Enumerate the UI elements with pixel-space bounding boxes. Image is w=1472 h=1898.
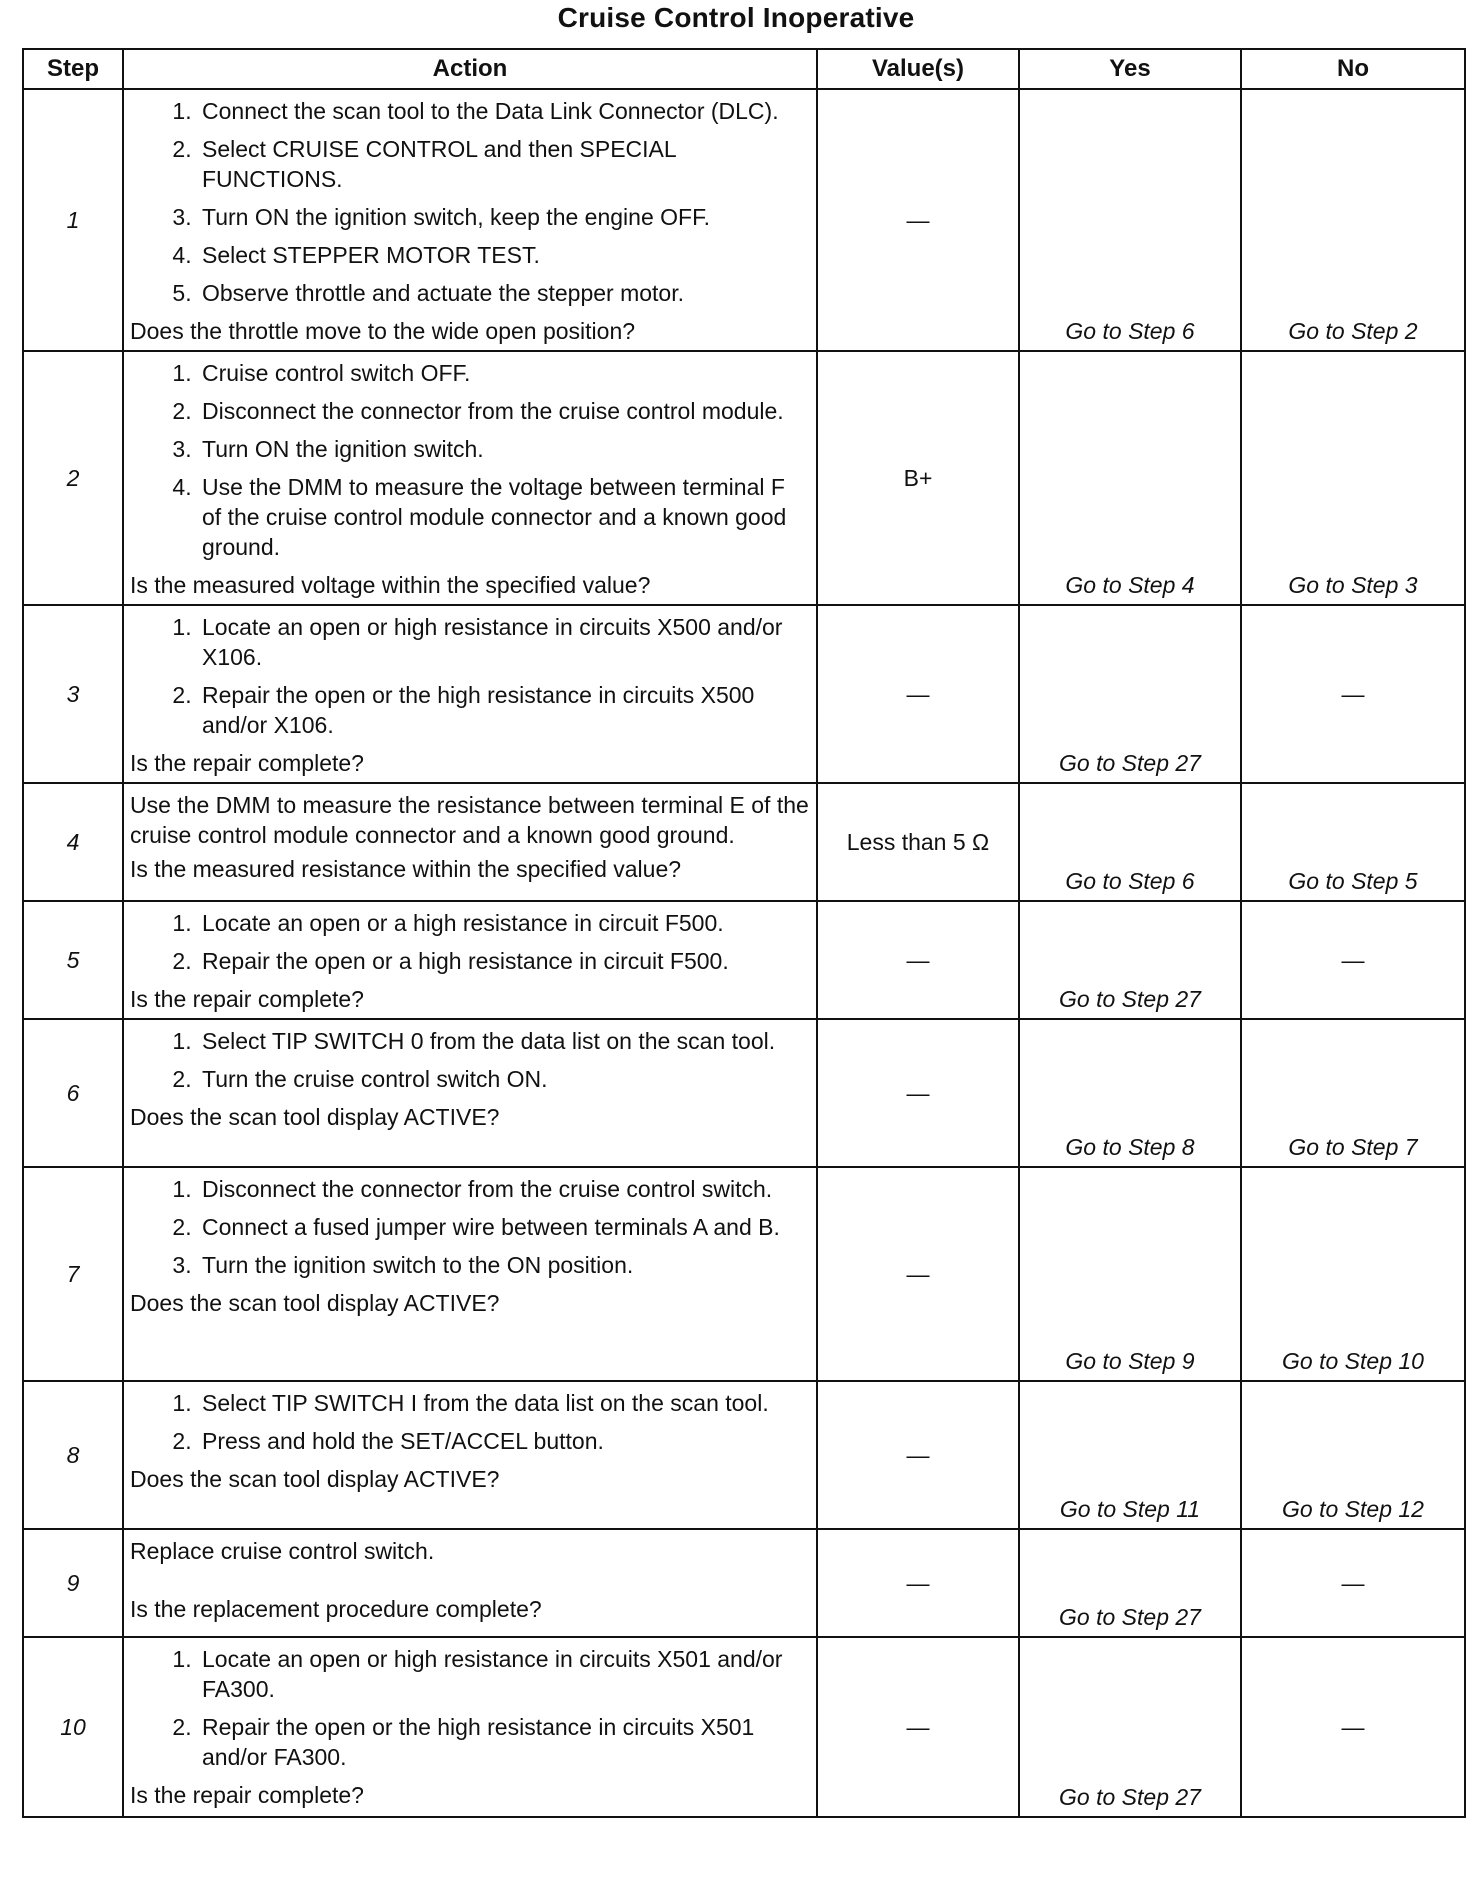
- action-steps: [130, 1026, 810, 1094]
- action-cell: [123, 89, 817, 351]
- action-step: 2. Disconnect the connector from the cruise control module.: [198, 396, 810, 426]
- action-cell: [123, 1381, 817, 1529]
- action-step: 3. Turn the ignition switch to the ON position.: [198, 1250, 810, 1280]
- value-cell: Less than 5 Ω: [817, 783, 1019, 901]
- action-cell: [123, 1019, 817, 1167]
- action-step: 1. Locate an open or a high resistance in circuit F500.: [198, 908, 810, 938]
- no-cell: —: [1241, 901, 1465, 1019]
- action-step: 1. Cruise control switch OFF.: [198, 358, 810, 388]
- action-step: 5. Observe throttle and actuate the stepper motor.: [198, 278, 810, 308]
- action-step: 1. Connect the scan tool to the Data Link Connector (DLC).: [198, 96, 810, 126]
- step-number: 9: [23, 1529, 123, 1637]
- yes-cell: Go to Step 27: [1019, 901, 1241, 1019]
- action-cell: [123, 1167, 817, 1381]
- action-question: Is the repair complete?: [130, 1782, 364, 1808]
- action-cell: [123, 605, 817, 783]
- action-step: 4. Use the DMM to measure the voltage between terminal F of the cruise control module connector and a known good ground.: [198, 472, 810, 562]
- step-number: 2: [23, 351, 123, 605]
- table-row: [23, 901, 1465, 1019]
- step-number: 1: [23, 89, 123, 351]
- no-cell: Go to Step 2: [1241, 89, 1465, 351]
- step-number: 8: [23, 1381, 123, 1529]
- action-steps: [130, 1644, 810, 1772]
- action-question: Does the scan tool display ACTIVE?: [130, 1290, 500, 1316]
- value-cell: —: [817, 89, 1019, 351]
- table-row: [23, 351, 1465, 605]
- table-row: [23, 1381, 1465, 1529]
- action-question: Does the scan tool display ACTIVE?: [130, 1104, 500, 1130]
- value-cell: —: [817, 605, 1019, 783]
- action-steps: [130, 96, 810, 308]
- action-step: 1. Locate an open or high resistance in circuits X501 and/or FA300.: [198, 1644, 810, 1704]
- no-cell: —: [1241, 605, 1465, 783]
- action-step: 1. Select TIP SWITCH I from the data list on the scan tool.: [198, 1388, 810, 1418]
- table-row: [23, 1529, 1465, 1637]
- action-step: 1. Select TIP SWITCH 0 from the data list on the scan tool.: [198, 1026, 810, 1056]
- action-text: Replace cruise control switch.: [130, 1538, 435, 1564]
- action-step: 3. Turn ON the ignition switch.: [198, 434, 810, 464]
- table-row: [23, 89, 1465, 351]
- table-row: [23, 1167, 1465, 1381]
- action-question: Is the repair complete?: [130, 986, 364, 1012]
- table-row: [23, 1637, 1465, 1817]
- action-cell: [123, 1529, 817, 1637]
- action-question: Is the measured voltage within the specified value?: [130, 572, 651, 598]
- value-cell: —: [817, 1529, 1019, 1637]
- no-cell: Go to Step 7: [1241, 1019, 1465, 1167]
- page-title: Cruise Control Inoperative: [557, 2, 915, 33]
- action-question: Does the throttle move to the wide open position?: [130, 318, 636, 344]
- diagnostic-table: [22, 48, 1466, 1818]
- no-cell: Go to Step 5: [1241, 783, 1465, 901]
- yes-cell: Go to Step 11: [1019, 1381, 1241, 1529]
- action-steps: [130, 1174, 810, 1280]
- value-cell: —: [817, 1381, 1019, 1529]
- action-step: 2. Connect a fused jumper wire between terminals A and B.: [198, 1212, 810, 1242]
- action-question: Is the measured resistance within the specified value?: [130, 856, 682, 882]
- header-action: Action: [123, 49, 817, 89]
- yes-cell: Go to Step 27: [1019, 1637, 1241, 1817]
- action-text: Use the DMM to measure the resistance between terminal E of the cruise control module connector and a known good ground.: [130, 792, 809, 848]
- header-no: No: [1241, 49, 1465, 89]
- yes-cell: Go to Step 27: [1019, 1529, 1241, 1637]
- action-cell: [123, 901, 817, 1019]
- action-step: 2. Repair the open or the high resistance in circuits X501 and/or FA300.: [198, 1712, 810, 1772]
- action-step: 2. Repair the open or a high resistance in circuit F500.: [198, 946, 810, 976]
- step-number: 7: [23, 1167, 123, 1381]
- yes-cell: Go to Step 6: [1019, 89, 1241, 351]
- table-row: [23, 1019, 1465, 1167]
- step-number: 5: [23, 901, 123, 1019]
- yes-cell: Go to Step 6: [1019, 783, 1241, 901]
- action-step: 1. Disconnect the connector from the cruise control switch.: [198, 1174, 810, 1204]
- header-step: Step: [23, 49, 123, 89]
- no-cell: Go to Step 10: [1241, 1167, 1465, 1381]
- action-question: Does the scan tool display ACTIVE?: [130, 1466, 500, 1492]
- value-cell: —: [817, 1637, 1019, 1817]
- no-cell: Go to Step 3: [1241, 351, 1465, 605]
- no-cell: —: [1241, 1529, 1465, 1637]
- no-cell: —: [1241, 1637, 1465, 1817]
- no-cell: Go to Step 12: [1241, 1381, 1465, 1529]
- yes-cell: Go to Step 8: [1019, 1019, 1241, 1167]
- action-step: 2. Repair the open or the high resistance in circuits X500 and/or X106.: [198, 680, 810, 740]
- value-cell: —: [817, 1019, 1019, 1167]
- action-steps: [130, 1388, 810, 1456]
- header-yes: Yes: [1019, 49, 1241, 89]
- action-step: 2. Turn the cruise control switch ON.: [198, 1064, 810, 1094]
- table-row: [23, 605, 1465, 783]
- action-cell: [123, 783, 817, 901]
- value-cell: —: [817, 901, 1019, 1019]
- step-number: 4: [23, 783, 123, 901]
- action-question: Is the replacement procedure complete?: [130, 1596, 542, 1622]
- table-row: [23, 783, 1465, 901]
- action-step: 2. Press and hold the SET/ACCEL button.: [198, 1426, 810, 1456]
- step-number: 10: [23, 1637, 123, 1817]
- yes-cell: Go to Step 9: [1019, 1167, 1241, 1381]
- action-step: 3. Turn ON the ignition switch, keep the engine OFF.: [198, 202, 810, 232]
- step-number: 3: [23, 605, 123, 783]
- spacer: [130, 1570, 810, 1594]
- yes-cell: Go to Step 27: [1019, 605, 1241, 783]
- yes-cell: Go to Step 4: [1019, 351, 1241, 605]
- step-number: 6: [23, 1019, 123, 1167]
- action-step: 2. Select CRUISE CONTROL and then SPECIAL FUNCTIONS.: [198, 134, 810, 194]
- action-question: Is the repair complete?: [130, 750, 364, 776]
- action-steps: [130, 908, 810, 976]
- header-values: Value(s): [817, 49, 1019, 89]
- header-row: [23, 49, 1465, 89]
- action-step: 1. Locate an open or high resistance in circuits X500 and/or X106.: [198, 612, 810, 672]
- action-step: 4. Select STEPPER MOTOR TEST.: [198, 240, 810, 270]
- value-cell: B+: [817, 351, 1019, 605]
- value-cell: —: [817, 1167, 1019, 1381]
- action-cell: [123, 1637, 817, 1817]
- action-cell: [123, 351, 817, 605]
- action-steps: [130, 612, 810, 740]
- action-steps: [130, 358, 810, 562]
